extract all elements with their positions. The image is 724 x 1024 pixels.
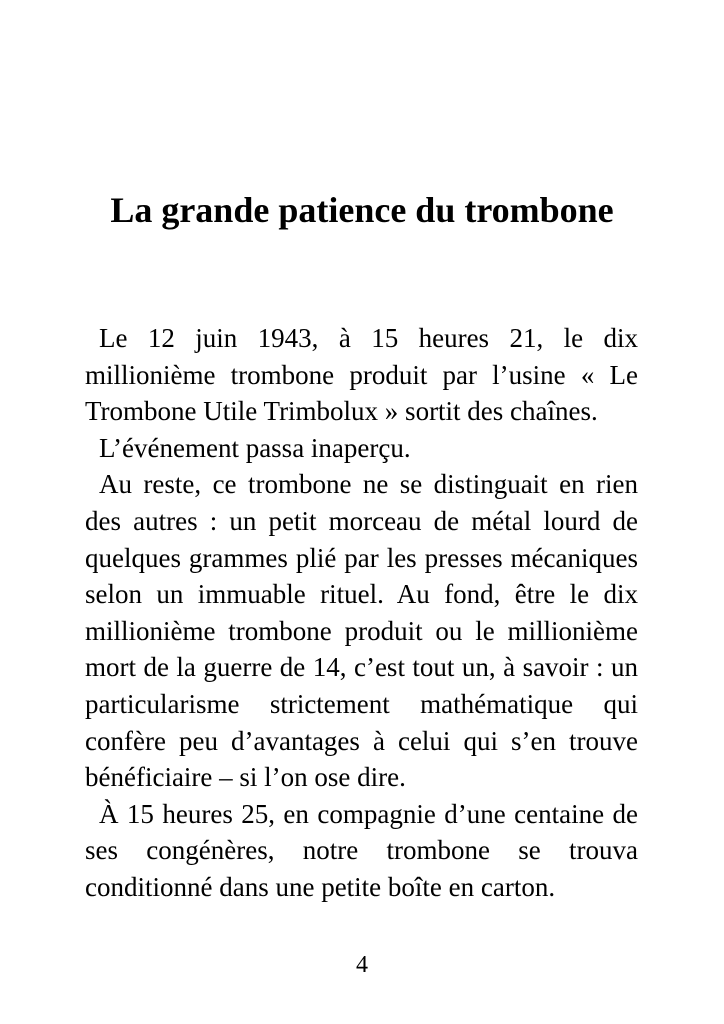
paragraph: L’événement passa inaperçu. <box>99 432 411 463</box>
page-number: 4 <box>356 952 368 978</box>
text-block <box>85 320 638 906</box>
chapter-title: La grande patience du trombone <box>110 190 614 230</box>
paragraph: Le 12 juin 1943, à 15 heures 21, le dix millionième trombone produit par l’usine « Le Trombone Utile Trimbolux » sortit des chaînes. <box>85 323 638 427</box>
paragraph: À 15 heures 25, en compagnie d’une centaine de ses congénères, notre trombone se trouva conditionné dans une petite boîte en carton. <box>85 798 638 902</box>
paragraph: Au reste, ce trombone ne se distinguait en rien des autres : un petit morceau de métal lourd de quelques grammes plié par les presses mécaniques selon un immuable rituel. Au fond, être le dix millionième trombone produit ou le millionième mort de la guerre de 14, c’est tout un, à savoir : un particularisme strictement mathématique qui confère peu d’avantages à celui qui s’en trouve bénéficiaire – si l’on ose dire. <box>85 469 638 793</box>
